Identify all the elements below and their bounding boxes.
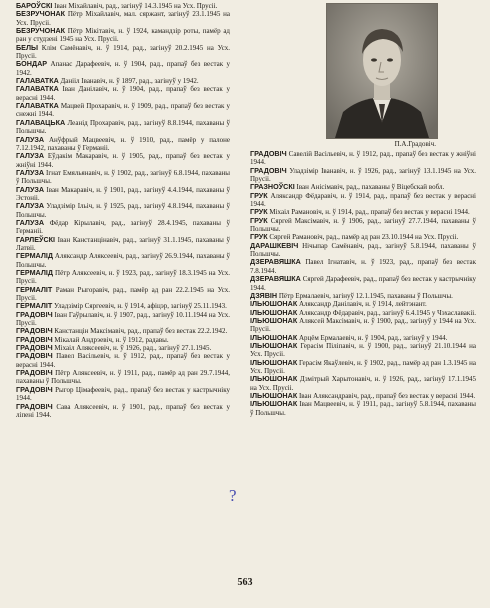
entry-surname: ГРАДОВІЧ [16, 384, 53, 394]
entry-details: Іван Міхайлавіч, рад., загінуў 14.3.1945 на Усх. Прусіі. [52, 2, 218, 10]
list-item [250, 342, 476, 359]
entry-surname: ІЛЬЮШОНАК [250, 340, 298, 350]
entry-surname: ГАЛУЗА [16, 217, 45, 227]
entry-details: Аляксандр Аляксеевіч, рад., загінуў 26.9.1944, пахаваны ў Польшчы. [16, 252, 230, 269]
entry-surname: ГРАДОВІЧ [16, 401, 53, 411]
entry-surname: БАРОЎСКІ [16, 1, 53, 10]
list-item [250, 192, 476, 209]
entry-details: Мацвей Прохаравіч, н. ў 1909, рад., прапаў без вестак у снежні 1944. [16, 102, 230, 119]
entry-details: Аляксей Максімавіч, н. ў 1900, рад., загінуў у 1944 на Усх. Прусіі. [250, 316, 476, 334]
entry-surname: ДЗЕРАВЯШКА [250, 257, 301, 267]
entry-surname: ГАЛАВАТКА [16, 101, 59, 111]
entry-surname: ІЛЬЮШОНАК [250, 315, 298, 325]
entry-details: Сяргей Дарафеевіч, рад., прапаў без вестак у кастрычніку 1944. [250, 275, 476, 292]
entry-surname: ДЗЯВІН [250, 290, 278, 300]
list-item [16, 252, 230, 269]
entry-surname: ГРАДОВІЧ [16, 368, 53, 378]
entry-surname: ГЕРМАЛІТ [16, 301, 53, 311]
entry-surname: ГАЛУЗА [16, 167, 45, 177]
entry-surname: ГРАДОВІЧ [16, 343, 53, 353]
entry-surname: БОНДАР [16, 59, 48, 69]
entry-details: Іван Аляксандравіч, рад., прапаў без вестак у верасні 1944. [297, 391, 476, 400]
list-item [16, 44, 230, 61]
list-item [250, 208, 476, 216]
list-item [16, 152, 230, 169]
entry-surname: ГАЛУЗА [16, 151, 45, 161]
list-item [16, 369, 230, 386]
entry-details: Ігнат Емяльянавіч, н. ў 1902, рад., загінуў 6.8.1944, пахаваны ў Польшчы. [16, 168, 230, 186]
entry-details: Уладзімір Ільіч, н. ў 1925, рад., загінуў 4.8.1944, пахаваны ў Польшчы. [16, 202, 230, 219]
list-item [16, 60, 230, 77]
list-item [16, 85, 230, 102]
entry-surname: ГАЛУЗА [16, 184, 45, 194]
entry-surname: ГАЛАВАТКА [16, 84, 59, 94]
entry-details: Арцём Ермалаевіч, н. ў 1904, рад., загінуў у 1944. [297, 333, 448, 342]
entry-details: Клім Самёнавіч, н. ў 1914, рад., загінуў 20.2.1945 на Усх. Прусіі. [16, 43, 230, 61]
list-item [16, 102, 230, 119]
page-number: 563 [237, 577, 253, 588]
entry-details: Апанас Дарафеевіч, н. ў 1904, рад., прапаў без вестак у 1942. [16, 60, 230, 77]
entry-surname: ГРАДОВІЧ [16, 334, 53, 344]
entry-details: Сяргей Максімавіч, н. ў 1906, рад., загінуў 27.7.1944, пахаваны ў Польшчы. [250, 216, 476, 234]
entry-details: Анўфрый Мацвеевіч, н. ў 1910, рад., памёр у палоне 7.12.1942, пахаваны ў Германіі. [16, 135, 230, 152]
entry-surname: ГРУК [250, 190, 268, 200]
entry-surname: ІЛЬЮШОНАК [250, 299, 298, 309]
entry-details: Павел Васільевіч, н. ў 1912, рад., прапаў без вестак у верасні 1944. [16, 352, 230, 369]
entry-surname: ГРАДОВІЧ [16, 351, 53, 361]
entry-details: Пётр Мікітавіч, н. ў 1924, камандзір роты, памёр ад ран у студзені 1945 на Усх. Прусіі. [16, 27, 230, 44]
entry-details: Сяргей Рамановіч, рад., памёр ад ран 23.10.1944 на Усх. Прусіі. [267, 233, 459, 242]
entry-details: Пётр Ермалаевіч, загінуў 12.1.1945, пахаваны ў Польшчы. [277, 291, 453, 300]
entry-surname: ГРАДОВІЧ [250, 165, 287, 175]
entry-details: Іван Канстанцінавіч, рад., загінуў 31.1.1945, пахаваны ў Латвіі. [16, 235, 230, 252]
entry-details: Данііл Іванавіч, н. ў 1897, рад., загінуў у 1942. [58, 77, 199, 86]
entry-surname: ГРАДОВІЧ [16, 309, 53, 319]
entry-details: Аляксандр Фёдаравіч, рад., загінуў 6.4.1945 у Чэхаславакіі. [297, 308, 476, 317]
entry-surname: ІЛЬЮШОНАК [250, 390, 298, 400]
entry-surname: ГРАДОВІЧ [16, 326, 53, 336]
entry-details: Герасім Якаўлевіч, н. ў 1902, рад., памёр ад ран 1.3.1945 на Усх. Прусіі. [250, 358, 476, 375]
list-item [16, 219, 230, 236]
entry-surname: ГРУК [250, 232, 268, 242]
list-item [16, 169, 230, 186]
list-item [16, 186, 230, 203]
entry-surname: ГЕРМАЛІД [16, 268, 53, 277]
entry-surname: ГАЛУЗА [16, 134, 45, 144]
entry-surname: БЕЗРУЧОНАК [16, 26, 66, 36]
list-item [250, 150, 476, 167]
entry-details: Аляксандр Фёдаравіч, н. ў 1914, рад., прапаў без вестак у верасні 1944. [250, 191, 476, 209]
entry-details: Еўдакім Макаравіч, н. ў 1905, рад., прапаў без вестак у жніўні 1944. [16, 152, 230, 169]
entry-surname: ДЗЕРАВЯШКА [250, 274, 301, 284]
entry-details: Іван Данілавіч, н. ў 1904, рад., прапаў без вестак у верасні 1944. [16, 85, 230, 102]
entry-details: Павел Ігнатавіч, н. ў 1923, рад., прапаў без вестак 7.8.1944. [250, 258, 476, 275]
entry-details: Пётр Аляксеевіч, н. ў 1911, рад., памёр ад ран 29.7.1944, пахаваны ў Польшчы. [16, 369, 230, 386]
entry-details: Леанід Прохаравіч, рад., загінуў 8.8.1944, пахаваны ў Польшчы. [16, 118, 230, 136]
entry-surname: ГРАДОВІЧ [250, 149, 287, 158]
list-item [16, 136, 230, 153]
entry-details: Уладзімір Іванавіч, н. ў 1926, рад., загінуў 13.1.1945 на Усх. Прусіі. [250, 166, 476, 184]
right-column [250, 150, 476, 417]
handwritten-question-mark: ? [229, 486, 237, 505]
entry-details: Канстанцін Максімавіч, рад., прапаў без вестак 22.2.1942. [52, 327, 228, 336]
list-item [250, 258, 476, 275]
entry-surname: ДАРАШКЕВІЧ [250, 240, 299, 250]
entry-surname: ІЛЬЮШОНАК [250, 374, 298, 384]
list-item [16, 352, 230, 369]
entry-surname: ГАЛАВАТКА [16, 76, 59, 86]
list-item [16, 27, 230, 44]
entry-surname: ГАЛАВАЦЬКА [16, 117, 66, 127]
entry-details: Рыгор Цімафеевіч, рад., прапаў без вестак у кастрычніку 1944. [16, 385, 230, 403]
entry-surname: ІЛЬЮШОНАК [250, 332, 298, 342]
entry-details: Аляксандр Данілавіч, н. ў 1914, лейтэнант. [297, 300, 427, 309]
photo-caption: П.А.Градовіч. [394, 140, 436, 148]
entry-details: Міхаіл Аляксеевіч, н. ў 1926, рад., загінуў 27.1.1945. [52, 344, 212, 353]
entry-details: Міхаіл Рамановіч, н. ў 1914, рад., прапаў без вестак у верасні 1944. [267, 208, 470, 217]
list-item [16, 236, 230, 253]
entry-details: Фёдар Кірылавіч, рад., загінуў 28.4.1945, пахаваны ў Германіі. [16, 218, 230, 236]
entry-details: Іван Гаўрылавіч, н. ў 1907, рад., загінуў 10.11.1944 на Усх. Прусіі. [16, 310, 230, 328]
list-item [16, 386, 230, 403]
list-item [16, 403, 230, 420]
list-item [250, 375, 476, 392]
entry-details: Іван Мацвеевіч, н. ў 1911, рад., загінуў 5.8.1944, пахаваны ў Польшчы. [250, 400, 476, 417]
entry-surname: ГРУК [250, 207, 268, 217]
list-item [250, 167, 476, 184]
entry-surname: ГЕРМАЛІТ [16, 284, 53, 294]
entry-details: Савелій Васільевіч, н. ў 1912, рад., прапаў без вестак у жніўні 1944. [250, 150, 476, 167]
entry-surname: БЕЛЫ [16, 42, 39, 52]
list-item [250, 217, 476, 234]
list-item [16, 269, 230, 286]
list-item [250, 242, 476, 259]
list-item [250, 183, 476, 191]
entry-surname: БЕЗРУЧОНАК [16, 9, 66, 19]
list-item [16, 10, 230, 27]
list-item [250, 275, 476, 292]
entry-surname: ІЛЬЮШОНАК [250, 307, 298, 317]
entry-surname: ГРАЗНОЎСКІ [250, 182, 295, 192]
list-item [250, 317, 476, 334]
entry-surname: ІЛЬЮШОНАК [250, 399, 298, 409]
list-item [16, 202, 230, 219]
entry-details: Іван Макаравіч, н. ў 1901, рад., загінуў 4.4.1944, пахаваны ў Эстоніі. [16, 185, 230, 202]
entry-details: Герасім Піліпавіч, н. ў 1900, рад., загінуў 21.10.1944 на Усх. Прусіі. [250, 341, 476, 359]
list-item [16, 311, 230, 328]
entry-details: Пётр Міхайлавіч, мал. сяржант, загінуў 23.1.1945 на Усх. Прусіі. [16, 10, 230, 27]
list-item [16, 286, 230, 303]
entry-details: Уладзімір Сяргеевіч, н. ў 1914, афіцэр, загінуў 25.11.1943. [52, 302, 227, 311]
list-item [250, 359, 476, 376]
entry-details: Дзмітрый Харытонавіч, н. ў 1926, рад., загінуў 17.1.1945 на Усх. Прусіі. [250, 375, 476, 392]
portrait-photo [326, 3, 438, 139]
entry-details: Раман Рыгоравіч, рад., памёр ад ран 22.2.1945 на Усх. Прусіі. [16, 285, 230, 303]
list-item [16, 119, 230, 136]
list-item [250, 400, 476, 417]
entry-surname: ГАРЛЕЎСКІ [16, 234, 56, 244]
entry-details: Сава Аляксеевіч, н. ў 1901, рад., прапаў без вестак у ліпені 1944. [16, 402, 230, 419]
entry-details: Пётр Аляксеевіч, н. ў 1923, рад., загінуў 18.3.1945 на Усх. Прусіі. [16, 269, 230, 286]
entry-details: Мікалай Андрэевіч, н. ў 1912, радавы. [52, 335, 169, 344]
entry-surname: ГРУК [250, 215, 268, 225]
entry-surname: ІЛЬЮШОНАК [250, 357, 298, 367]
entry-details: Нічыпар Самёнавіч, рад., загінуў 5.8.1944, пахаваны ў Польшчы. [250, 241, 476, 259]
entry-details: Іван Анісімавіч, рад., пахаваны ў Віцебскай вобл. [294, 183, 445, 192]
entry-surname: ГЕРМАЛІД [16, 251, 53, 261]
entry-surname: ГАЛУЗА [16, 201, 45, 211]
left-column [16, 2, 230, 419]
